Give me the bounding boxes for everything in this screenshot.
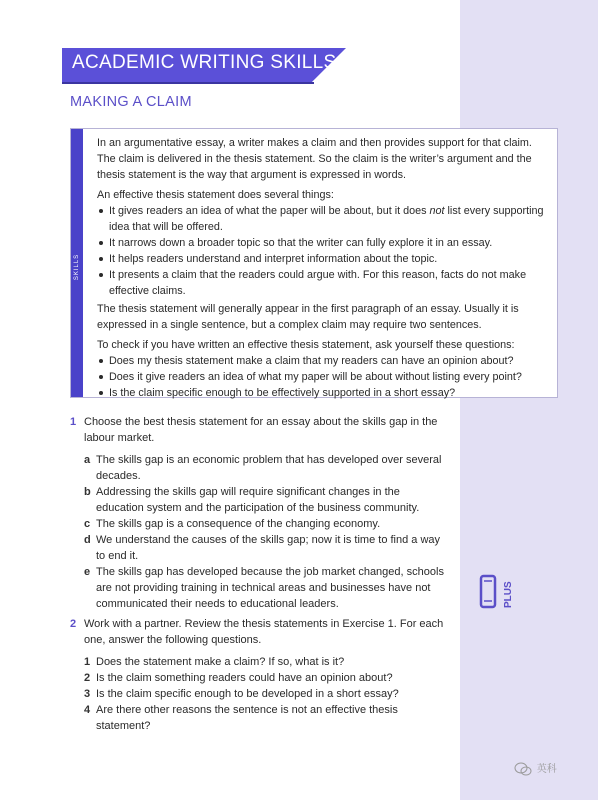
option-item	[84, 532, 450, 564]
banner-title: ACADEMIC WRITING SKILLS	[72, 52, 337, 73]
option-letter: a	[84, 454, 91, 466]
question-text: Is the claim specific enough to be developed in a short essay?	[96, 688, 399, 700]
exercise-2	[70, 616, 450, 734]
option-item	[84, 484, 450, 516]
question-number: 4	[84, 704, 91, 716]
skills-side-bar	[71, 129, 83, 397]
skills-box	[70, 128, 558, 398]
option-text: The skills gap is an economic problem that has developed over several decades.	[96, 454, 442, 482]
effective-lead: An effective thesis statement does several things:	[97, 189, 334, 201]
option-item	[84, 564, 450, 612]
exercise-1	[70, 414, 450, 612]
option-text: The skills gap is a consequence of the changing economy.	[96, 518, 381, 530]
wechat-icon	[514, 762, 532, 776]
effective-bullet: It helps readers understand and interpret information about the topic.	[97, 251, 553, 267]
option-text: We understand the causes of the skills gap; now it is time to find a way to end it.	[96, 534, 441, 562]
option-letter: b	[84, 486, 91, 498]
placement-paragraph: The thesis statement will generally appear in the first paragraph of an essay. Usually it is expressed in a single sentence, but a complex claim may require two sentences.	[97, 303, 519, 331]
option-letter: c	[84, 518, 91, 530]
check-question: Is the claim specific enough to be effectively supported in a short essay?	[97, 385, 553, 401]
option-text: Addressing the skills gap will require significant changes in the education system and the participation of the business community.	[96, 486, 420, 514]
effective-bullet: It gives readers an idea of what the paper will be about, but it does not list every supporting idea that will be offered.	[97, 203, 553, 235]
mobile-plus-icon[interactable]	[478, 572, 520, 612]
question-number: 2	[84, 672, 91, 684]
option-text: The skills gap has developed because the job market changed, schools are not providing training in technical areas and businesses have not communicated their needs to educational leaders.	[96, 566, 444, 610]
watermark-text: 英科	[536, 764, 557, 775]
check-question: Does my thesis statement make a claim that my readers can have an opinion about?	[97, 353, 553, 369]
skills-intro: In an argumentative essay, a writer makes a claim and then provides support for that claim. The claim is delivered in the thesis statement. So the claim is the writer’s argument and the thesis statement is the way that argument is expressed in words.	[97, 137, 532, 181]
option-letter: e	[84, 566, 91, 578]
exercise-options	[84, 452, 450, 612]
plus-label: PLUS	[503, 581, 514, 608]
option-item	[84, 452, 450, 484]
check-question: Does it give readers an idea of what my paper will be about without listing every point?	[97, 369, 553, 385]
question-item	[84, 670, 450, 686]
watermark	[514, 760, 557, 776]
exercise-number: 2	[70, 618, 77, 630]
effective-bullet: It narrows down a broader topic so that the writer can fully explore it in an essay.	[97, 235, 553, 251]
question-text: Is the claim something readers could have an opinion about?	[96, 672, 393, 684]
effective-list	[97, 203, 553, 299]
banner-underline	[62, 82, 314, 84]
check-questions	[97, 353, 553, 401]
question-number: 1	[84, 656, 91, 668]
section-title: MAKING A CLAIM	[70, 94, 192, 110]
question-item	[84, 654, 450, 670]
option-item	[84, 516, 450, 532]
exercise-prompt: Choose the best thesis statement for an essay about the skills gap in the labour market.	[84, 416, 438, 444]
question-text: Are there other reasons the sentence is not an effective thesis statement?	[96, 704, 398, 732]
skills-content	[97, 135, 553, 403]
skills-side-label: SKILLS	[74, 253, 80, 281]
exercise-number: 1	[70, 416, 77, 428]
exercise-questions	[84, 654, 450, 734]
question-text: Does the statement make a claim? If so, what is it?	[96, 656, 345, 668]
exercise-prompt: Work with a partner. Review the thesis statements in Exercise 1. For each one, answer the following questions.	[84, 618, 444, 646]
question-item	[84, 702, 450, 734]
question-item	[84, 686, 450, 702]
option-letter: d	[84, 534, 91, 546]
check-lead: To check if you have written an effective thesis statement, ask yourself these questions:	[97, 339, 515, 351]
question-number: 3	[84, 688, 91, 700]
effective-bullet: It presents a claim that the readers could argue with. For this reason, facts do not make effective claims.	[97, 267, 553, 299]
